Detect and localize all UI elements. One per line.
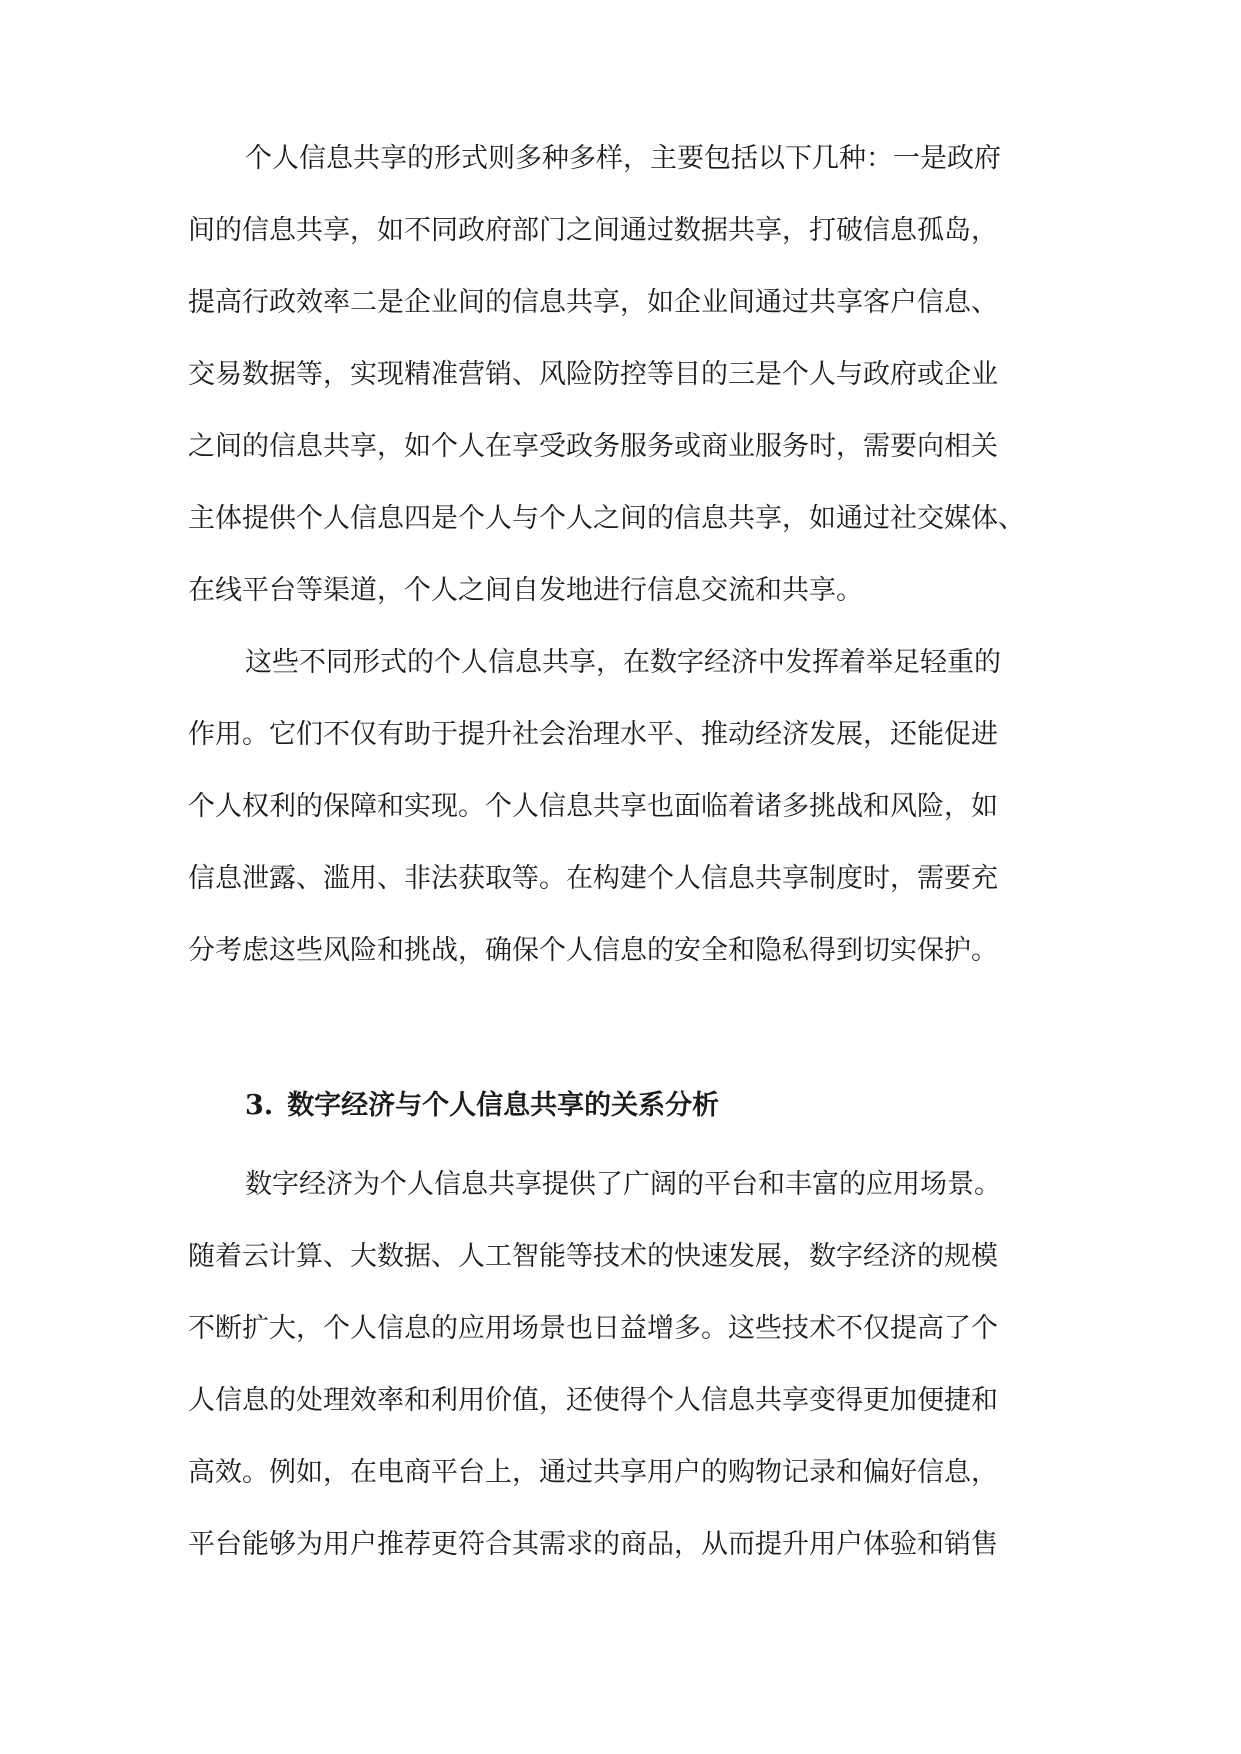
paragraph-line: 信息泄露、滥用、非法获取等。在构建个人信息共享制度时，需要充 xyxy=(188,863,998,894)
paragraph-line: 随着云计算、大数据、人工智能等技术的快速发展，数字经济的规模 xyxy=(188,1241,998,1272)
paragraph-line: 平台能够为用户推荐更符合其需求的商品，从而提升用户体验和销售 xyxy=(188,1529,998,1560)
paragraph-line: 在线平台等渠道，个人之间自发地进行信息交流和共享。 xyxy=(188,575,863,606)
paragraph-line: 不断扩大，个人信息的应用场景也日益增多。这些技术不仅提高了个 xyxy=(188,1313,998,1344)
paragraph-line: 数字经济为个人信息共享提供了广阔的平台和丰富的应用场景。 xyxy=(245,1169,1001,1200)
paragraph-line: 作用。它们不仅有助于提升社会治理水平、推动经济发展，还能促进 xyxy=(188,719,998,750)
paragraph-line: 间的信息共享，如不同政府部门之间通过数据共享，打破信息孤岛， xyxy=(188,215,998,246)
paragraph-line: 主体提供个人信息四是个人与个人之间的信息共享，如通过社交媒体、 xyxy=(188,503,1025,534)
paragraph-line: 人信息的处理效率和利用价值，还使得个人信息共享变得更加便捷和 xyxy=(188,1385,998,1416)
paragraph-line: 分考虑这些风险和挑战，确保个人信息的安全和隐私得到切实保护。 xyxy=(188,935,998,966)
paragraph-line: 这些不同形式的个人信息共享，在数字经济中发挥着举足轻重的 xyxy=(245,647,1001,678)
section-heading xyxy=(245,1086,719,1126)
paragraph-line: 交易数据等，实现精准营销、风险防控等目的三是个人与政府或企业 xyxy=(188,359,998,390)
section-number: 3. xyxy=(245,1090,274,1121)
paragraph-line: 个人权利的保障和实现。个人信息共享也面临着诸多挑战和风险，如 xyxy=(188,791,998,822)
paragraph-line: 提高行政效率二是企业间的信息共享，如企业间通过共享客户信息、 xyxy=(188,287,998,318)
paragraph-line: 个人信息共享的形式则多种多样，主要包括以下几种：一是政府 xyxy=(245,143,1001,174)
paragraph-line: 高效。例如，在电商平台上，通过共享用户的购物记录和偏好信息， xyxy=(188,1457,998,1488)
section-title: 数字经济与个人信息共享的关系分析 xyxy=(287,1090,720,1121)
paragraph-line: 之间的信息共享，如个人在享受政务服务或商业服务时，需要向相关 xyxy=(188,431,998,462)
